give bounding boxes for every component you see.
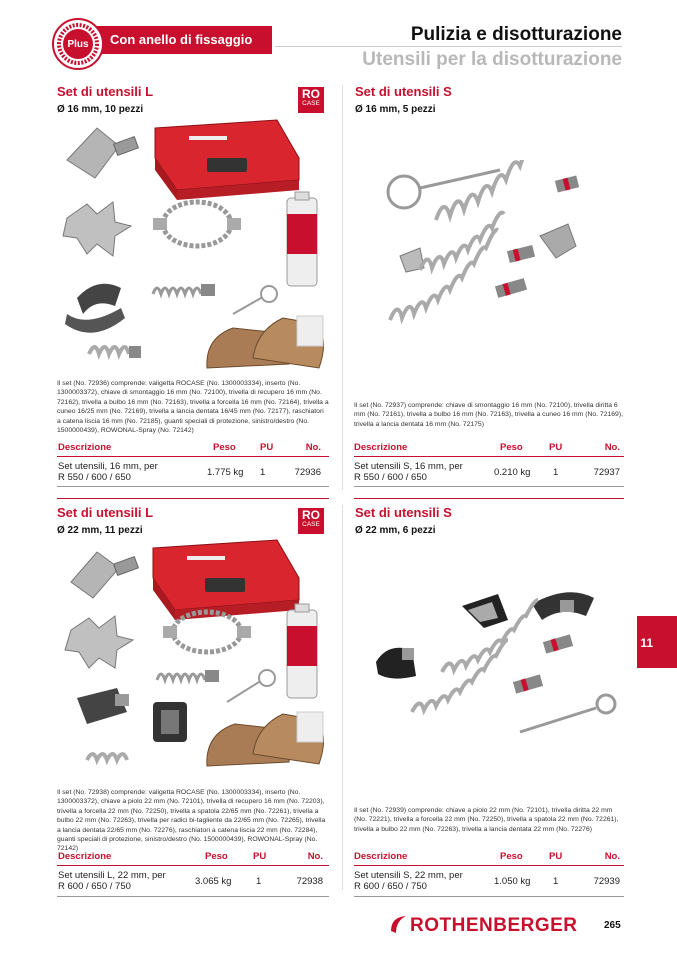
- row-desc-line2: R 600 / 650 / 750: [58, 881, 131, 892]
- row-pu: 1: [256, 876, 262, 887]
- product-photo-set-l-16: [57, 118, 337, 376]
- product-table: [57, 442, 329, 486]
- page-title: Pulizia e disotturazione: [410, 24, 622, 45]
- section-title: Set di utensili S: [355, 84, 452, 99]
- row-no: 72938: [296, 876, 323, 887]
- rocase-ro: RO: [302, 87, 320, 101]
- row-peso: 1.050 kg: [494, 876, 531, 887]
- plus-label: Plus: [63, 29, 93, 59]
- chain-scraper-icon: [153, 202, 241, 246]
- key-tool-icon: [233, 286, 277, 314]
- section-subtitle: Ø 22 mm, 6 pezzi: [355, 525, 436, 536]
- gloves-icon: [207, 712, 324, 766]
- chapter-number: 11: [640, 636, 653, 650]
- row-rule: [57, 896, 329, 897]
- col-desc-header: Descrizione: [58, 442, 112, 453]
- header-badge: [52, 20, 272, 58]
- row-no: 72939: [593, 876, 620, 887]
- lance-spring-icon: [390, 230, 527, 320]
- header-rule: [57, 456, 329, 457]
- row-desc-line1: Set utensili L, 22 mm, per: [58, 870, 166, 881]
- section-title: Set di utensili S: [355, 505, 452, 520]
- col-desc-header: Descrizione: [354, 851, 408, 862]
- col-desc-header: Descrizione: [58, 851, 112, 862]
- row-no: 72937: [593, 467, 620, 478]
- gloves-icon: [207, 316, 324, 368]
- header-rule: [354, 865, 624, 866]
- product-photo-set-s-16: [380, 160, 626, 330]
- bulb-tool-icon: [376, 648, 416, 679]
- rocase-case: CASE: [302, 100, 320, 107]
- rocase-logo: [298, 508, 324, 534]
- col-pu-header: PU: [253, 851, 267, 862]
- red-case-icon: [153, 540, 299, 620]
- section-description: Il set (No. 72939) comprende: chiave a piolo 22 mm (No. 72101), trivella diritta 22 mm (No. 72221), trivella a forcella 22 mm (No. 72250), trivella a spatola 22 mm (No. 72261), trivella a bulbo 22 mm (No. 72263), trivella a lancia dentata 22 mm (No. 72276): [354, 807, 619, 833]
- header-rule: [354, 456, 624, 457]
- row-rule: [57, 486, 329, 487]
- row-desc-line2: R 550 / 600 / 650: [354, 472, 427, 483]
- section-description: Il set (No. 72937) comprende: chiave di smontaggio 16 mm (No. 72100), trivella diritta 6 mm (No. 72161), trivella a bulbo 16 mm (No. 72163), trivella a cuneo 16 mm (No. 72169), trivella a lancia dentata 16 mm (No. 72175): [354, 402, 623, 428]
- page-subtitle: Utensili per la disotturazione: [362, 49, 622, 70]
- col-no-header: No.: [604, 442, 620, 453]
- lance-spring-icon: [412, 640, 543, 712]
- page-number: 265: [604, 920, 621, 931]
- key-tool-icon: [520, 695, 615, 732]
- col-pu-header: PU: [260, 442, 274, 453]
- brand-name: ROTHENBERGER: [410, 915, 578, 936]
- header-rule: [57, 865, 329, 866]
- col-peso-header: Peso: [205, 851, 228, 862]
- spray-can-icon: [287, 192, 317, 286]
- row-pu: 1: [260, 467, 266, 478]
- section-rule: [57, 498, 329, 499]
- column-divider-top: [342, 85, 343, 490]
- star-cutter-icon: [65, 616, 133, 668]
- col-peso-header: Peso: [213, 442, 236, 453]
- rocase-logo: [298, 87, 324, 113]
- col-desc-header: Descrizione: [354, 442, 408, 453]
- row-peso: 1.775 kg: [207, 467, 244, 478]
- row-rule: [354, 896, 624, 897]
- col-no-header: No.: [305, 442, 321, 453]
- badge-label: Con anello di fissaggio: [84, 26, 272, 54]
- row-desc-line1: Set utensili S, 22 mm, per: [354, 870, 463, 881]
- header-rule: [275, 46, 622, 47]
- row-desc-line1: Set utensili, 16 mm, per: [58, 461, 158, 472]
- spring-tool-icon: [157, 670, 219, 682]
- star-cutter-icon: [63, 202, 131, 256]
- product-photo-set-s-22: [372, 580, 632, 740]
- product-table: [354, 442, 624, 486]
- red-case-icon: [155, 120, 299, 200]
- section-description: Il set (No. 72938) comprende: valigetta ROCASE (No. 1300003334), inserto (No. 1300003372), chiave a piolo 22 mm (No. 72101), trivella di recupero 16 mm (No. 72203), trivella a forcella 22 mm (No. 72250), trivella a spatola 22/65 mm (No. 72261), trivella a bulbo 22 mm (No. 72263), trivella per radici bi-tagliente da 22/65 mm (No. 72265), trivella a lancia dentata 22/65 mm (No. 72276), raschiatori a catena liscia 22 mm (No. 72284), guanti speciali di protezione, sinistro/destro (No. 1500000439), ROWONAL-Spray (No. 72142): [57, 789, 326, 853]
- drill-spring-icon: [436, 160, 579, 220]
- wedge-cutter-icon: [540, 224, 576, 258]
- product-photo-set-l-22: [57, 538, 337, 770]
- col-peso-header: Peso: [500, 851, 523, 862]
- brand-logo: [388, 911, 588, 937]
- col-pu-header: PU: [549, 442, 563, 453]
- product-table: [354, 851, 624, 897]
- bulb-tool-icon: [89, 346, 141, 358]
- bulb-spring-icon: [420, 213, 535, 270]
- spatula-cutter-icon: [532, 592, 594, 620]
- section-subtitle: Ø 16 mm, 10 pezzi: [57, 104, 144, 115]
- fork-tool-icon: [67, 128, 138, 178]
- rocase-ro: RO: [302, 508, 320, 522]
- row-peso: 0.210 kg: [494, 467, 531, 478]
- spring-tool-icon: [153, 284, 215, 296]
- section-subtitle: Ø 16 mm, 5 pezzi: [355, 104, 436, 115]
- claw-tool-icon: [65, 284, 125, 333]
- product-table: [57, 851, 329, 897]
- brand-swoosh-icon: [388, 913, 410, 935]
- spray-can-icon: [287, 604, 317, 698]
- row-peso: 3.065 kg: [195, 876, 232, 887]
- spatula-cutter-icon: [77, 688, 129, 724]
- col-pu-header: PU: [549, 851, 563, 862]
- seal-ring-icon: [56, 22, 100, 66]
- section-description: Il set (No. 72936) comprende: valigetta ROCASE (No. 1300003334), inserto (No. 1300003372), chiave di smontaggio 16 mm (No. 72100), trivella di recupero 16 mm (No. 72162), trivella a bulbo 16 mm (No. 72163), trivella a forcella 16 mm (No. 72164), trivella a cuneo 16/25 mm (No. 72169), trivella a lancia dentata 16/45 mm (No. 72177), raschiatori a catena liscia 16 mm (No. 72185), guanti speciali di protezione, sinistro/destro (No. 1500000439), ROWONAL-Spray (No. 72142): [57, 380, 329, 435]
- root-cutter-icon: [153, 702, 187, 742]
- col-no-header: No.: [604, 851, 620, 862]
- plus-seal-logo: [52, 18, 104, 70]
- row-pu: 1: [553, 876, 559, 887]
- bulb-spring-icon: [87, 754, 127, 760]
- section-title: Set di utensili L: [57, 84, 154, 99]
- section-title: Set di utensili L: [57, 505, 154, 520]
- row-no: 72936: [294, 467, 321, 478]
- section-subtitle: Ø 22 mm, 11 pezzi: [57, 525, 143, 536]
- row-rule: [354, 486, 624, 487]
- key-tool-icon: [227, 670, 275, 702]
- row-pu: 1: [553, 467, 559, 478]
- fork-tool-icon: [462, 594, 508, 628]
- row-desc-line1: Set utensili S, 16 mm, per: [354, 461, 463, 472]
- column-divider-bottom: [342, 505, 343, 890]
- row-desc-line2: R 550 / 600 / 650: [58, 472, 131, 483]
- col-peso-header: Peso: [500, 442, 523, 453]
- col-no-header: No.: [307, 851, 323, 862]
- section-rule: [354, 498, 624, 499]
- fork-tool-icon: [71, 552, 138, 598]
- row-desc-line2: R 600 / 650 / 750: [354, 881, 427, 892]
- rocase-case: CASE: [302, 521, 320, 528]
